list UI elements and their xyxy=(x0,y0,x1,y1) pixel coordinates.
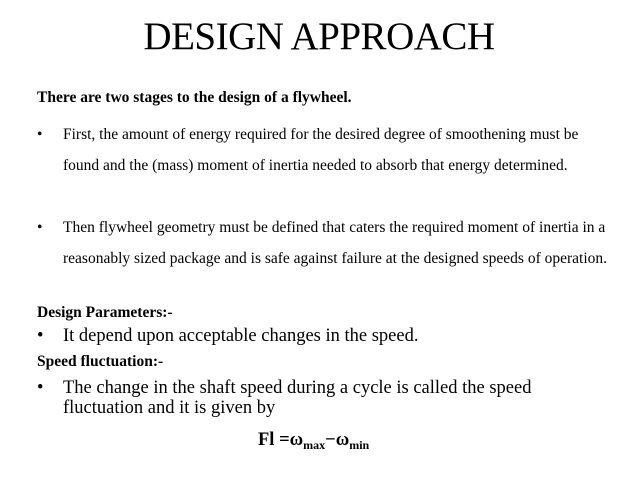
formula-lhs: Fl = xyxy=(258,430,290,450)
bullet-text: It depend upon acceptable changes in the speed. xyxy=(63,326,419,346)
bullet-marker: • xyxy=(37,219,43,236)
minus-sign: − xyxy=(325,430,336,450)
bullet-text: First, the amount of energy required for the desired degree of smoothening must be found and the (mass) moment of inertia needed to absorb that energy determined. xyxy=(63,126,579,174)
omega-min-symbol: ω xyxy=(335,430,350,450)
design-parameters-bullet xyxy=(37,326,597,346)
speed-fluctuation-bullet xyxy=(37,378,597,418)
bullet-text: The change in the shaft speed during a cycle is called the speed fluctuation and it is given by xyxy=(63,378,532,418)
intro-text: There are two stages to the design of a flywheel. xyxy=(37,89,352,106)
bullet-marker: • xyxy=(37,126,43,143)
design-parameters-heading: Design Parameters:- xyxy=(37,304,173,321)
max-subscript: max xyxy=(303,438,326,452)
stage-bullet-2 xyxy=(37,212,607,274)
speed-fluctuation-heading: Speed fluctuation:- xyxy=(37,353,164,370)
bullet-text: Then flywheel geometry must be defined that caters the required moment of inertia in a reasonably sized package and is safe against failure at the designed speeds of operation. xyxy=(63,219,608,267)
slide-title: DESIGN APPROACH xyxy=(143,15,495,58)
min-subscript: min xyxy=(349,438,370,452)
bullet-marker: • xyxy=(37,326,44,346)
omega-max-symbol: ω xyxy=(289,430,304,450)
speed-fluctuation-formula xyxy=(258,428,369,452)
stage-bullet-1 xyxy=(37,119,607,181)
bullet-marker: • xyxy=(37,378,44,398)
